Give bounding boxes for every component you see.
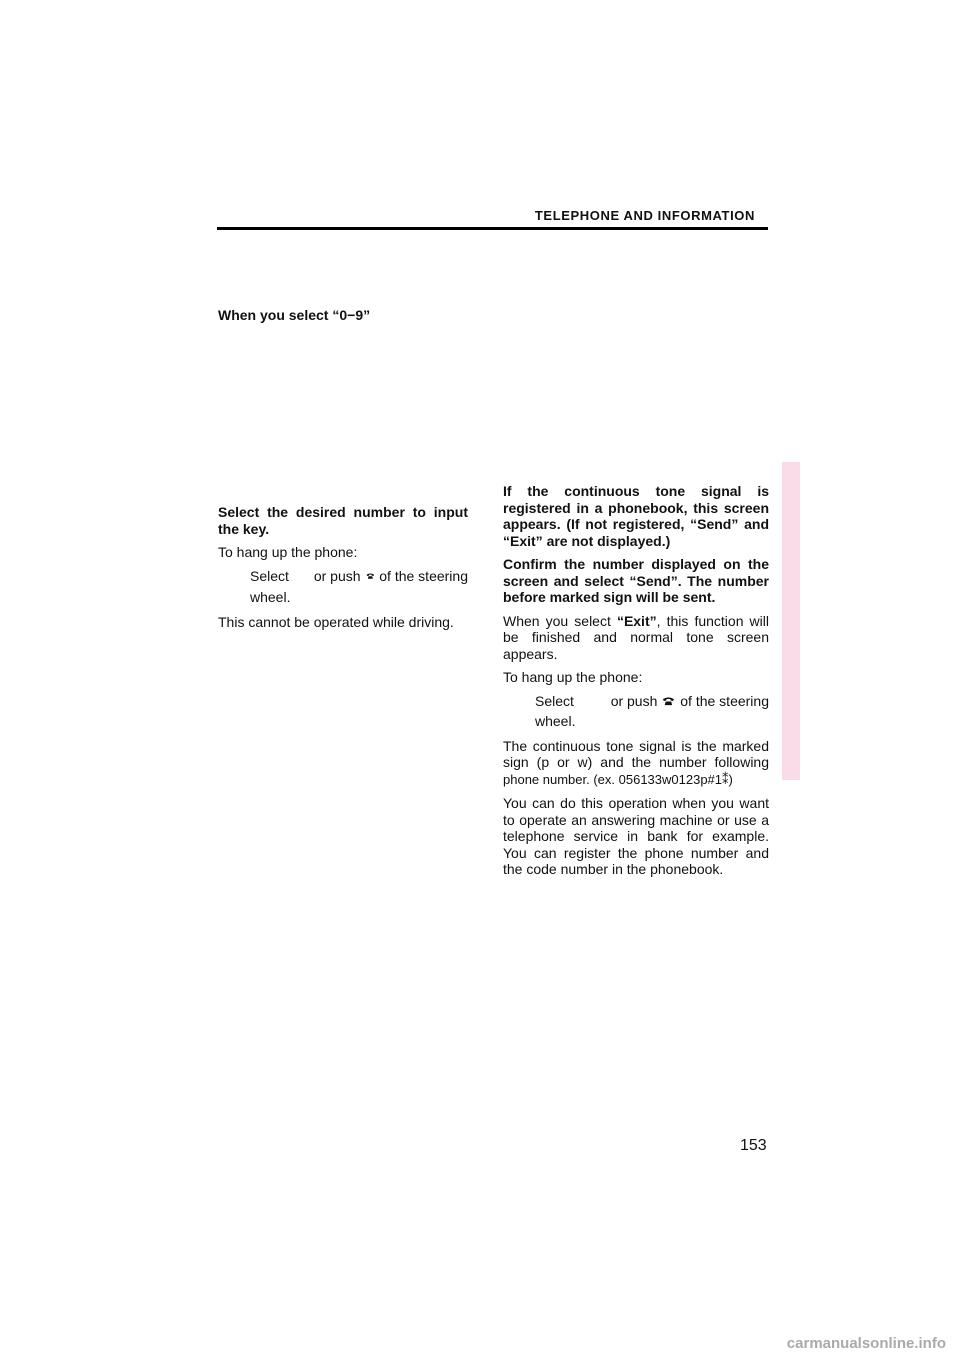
phone-hangup-icon [366,571,375,581]
wheel-word: wheel. [250,589,291,605]
instruction-text: Select the desired number to input the key. [218,504,468,537]
driving-note: This cannot be operated while driving. [218,613,454,630]
tone-text-a: The continuous tone signal is the marked sign (p or w) and the number following [503,737,769,770]
section-heading: When you select “0−9” [218,307,371,323]
hang-up-label-right: To hang up the phone: [503,669,643,685]
page-number: 153 [740,1137,767,1154]
exit-text-a: When you select [503,612,617,629]
exit-word: “Exit” [616,612,657,629]
or-push-word: or push [313,567,361,584]
hang-up-instruction-right [535,693,769,710]
exit-paragraph [503,613,769,663]
left-column [218,504,468,637]
watermark: carmanualsonline.info [786,1335,946,1352]
confirm-instruction: Confirm the number displayed on the screen and select “Send”. The number before marked sign will be sent. [503,556,769,605]
right-column [503,483,769,885]
running-header: TELEPHONE AND INFORMATION [534,208,755,223]
tone-example: phone number. (ex. 056133w0123p#1⁑) [503,771,733,787]
header-rule [217,227,768,230]
usage-paragraph: You can do this operation when you want to operate an answering machine or use a telephone service in bank for example. You can register the phone number and the code number in the phonebook. [503,795,769,877]
select-word-right: Select [535,692,574,709]
or-push-word-right: or push [610,692,658,709]
steering-word: of the steering [379,567,468,584]
hang-up-label: To hang up the phone: [218,544,358,560]
select-word: Select [250,567,289,584]
exit-text-b: , this function will be finished and normal tone screen appears. [503,612,769,662]
steering-word-right: of the steering [680,692,769,709]
phone-hangup-icon [662,696,675,706]
hang-up-instruction [250,568,468,585]
tone-signal-explanation [503,738,769,789]
tone-signal-heading: If the continuous tone signal is registered in a phonebook, this screen appears. (If not registered, “Send” and “Exit” are not displayed.) [503,483,769,549]
wheel-word-right: wheel. [535,713,576,729]
chapter-tab [782,462,800,780]
